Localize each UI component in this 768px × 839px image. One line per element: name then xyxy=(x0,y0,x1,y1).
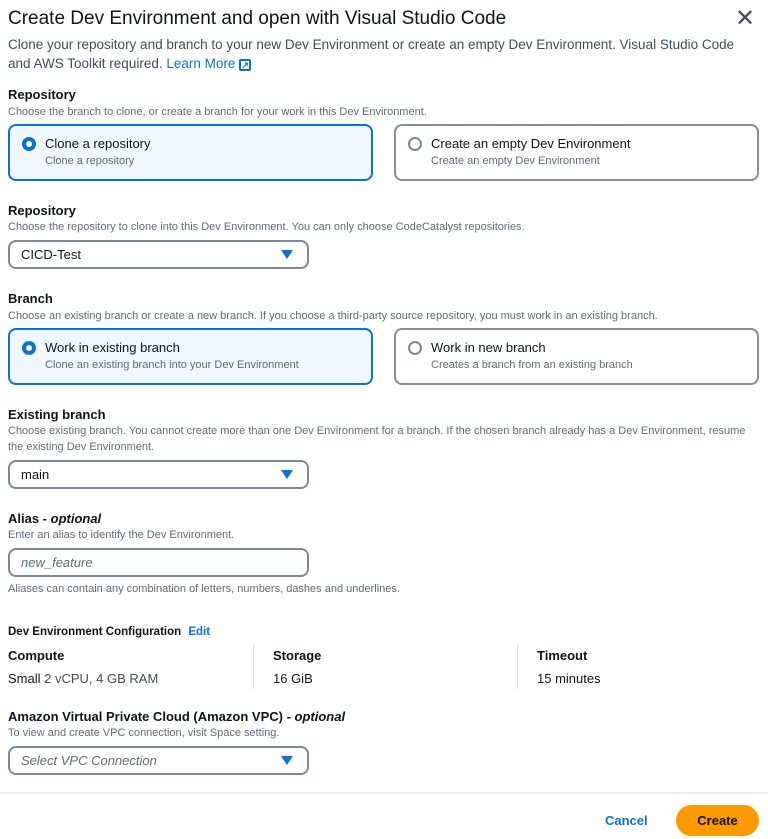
alias-label-text: Alias - xyxy=(8,511,51,526)
vpc-placeholder: Select VPC Connection xyxy=(21,753,157,768)
option-description: Clone a repository xyxy=(45,155,135,167)
option-description: Creates a branch from an existing branch xyxy=(431,359,633,371)
option-description: Clone an existing branch into your Dev Environment xyxy=(45,359,299,371)
external-link-icon: ↗ xyxy=(239,59,251,71)
option-title: Clone a repository xyxy=(45,136,151,151)
timeout-value: 15 minutes xyxy=(537,671,601,686)
option-title: Work in new branch xyxy=(431,340,546,355)
caret-down-icon xyxy=(281,250,293,259)
repository-mode-label: Repository xyxy=(8,87,76,102)
alias-label xyxy=(8,511,101,526)
option-title: Create an empty Dev Environment xyxy=(431,136,631,151)
repository-value: CICD-Test xyxy=(21,247,81,262)
vpc-label xyxy=(8,709,345,724)
radio-unselected[interactable] xyxy=(408,341,422,355)
footer-divider xyxy=(0,792,768,794)
compute-value xyxy=(8,671,158,686)
branch-label: Branch xyxy=(8,291,53,306)
empty-environment-option[interactable] xyxy=(394,124,759,181)
repository-label: Repository xyxy=(8,203,76,218)
storage-header: Storage xyxy=(273,648,322,663)
vpc-help: To view and create VPC connection, visit Space setting. xyxy=(8,727,280,739)
storage-value: 16 GiB xyxy=(273,671,313,686)
existing-branch-label: Existing branch xyxy=(8,407,106,422)
repository-mode-help: Choose the branch to clone, or create a branch for your work in this Dev Environment. xyxy=(8,106,427,118)
config-label xyxy=(8,626,210,638)
repository-help: Choose the repository to clone into this Dev Environment. You can only choose CodeCatalyst repositories. xyxy=(8,221,525,233)
config-label-text: Dev Environment Configuration xyxy=(8,626,182,638)
alias-placeholder: new_feature xyxy=(21,555,93,570)
alias-hint: Aliases can contain any combination of letters, numbers, dashes and underlines. xyxy=(8,583,400,595)
cancel-button[interactable]: Cancel xyxy=(605,813,648,828)
existing-branch-help: Choose existing branch. You cannot create more than one Dev Environment for a branch. If the chosen branch already has a Dev Environment, resume the existing Dev Environment. xyxy=(8,425,746,453)
optional-tag: optional xyxy=(50,511,102,526)
vpc-select[interactable] xyxy=(8,746,309,775)
radio-selected[interactable] xyxy=(22,137,36,151)
compute-size: Small xyxy=(8,671,41,686)
radio-selected[interactable] xyxy=(22,341,36,355)
existing-branch-value: main xyxy=(21,467,50,482)
caret-down-icon xyxy=(281,470,293,479)
existing-branch-select[interactable] xyxy=(8,460,309,489)
option-title: Work in existing branch xyxy=(45,340,180,355)
clone-repository-option[interactable] xyxy=(8,124,373,181)
close-icon[interactable]: ✕ xyxy=(735,5,756,32)
existing-branch-option[interactable] xyxy=(8,328,373,385)
timeout-header: Timeout xyxy=(537,648,588,663)
optional-tag: optional xyxy=(294,709,346,724)
repository-select[interactable] xyxy=(8,240,309,269)
vpc-label-text: Amazon Virtual Private Cloud (Amazon VPC) - xyxy=(8,709,295,724)
column-divider xyxy=(253,645,254,689)
radio-unselected[interactable] xyxy=(408,137,422,151)
dialog-description xyxy=(8,35,748,73)
create-button[interactable]: Create xyxy=(676,805,759,836)
column-divider xyxy=(517,645,518,689)
learn-more-label: Learn More xyxy=(166,56,236,71)
compute-header: Compute xyxy=(8,648,65,663)
edit-config-link[interactable]: Edit xyxy=(188,626,211,638)
new-branch-option[interactable] xyxy=(394,328,759,385)
option-description: Create an empty Dev Environment xyxy=(431,155,600,167)
caret-down-icon xyxy=(281,756,293,765)
alias-input[interactable] xyxy=(8,548,309,577)
learn-more-link[interactable] xyxy=(166,56,251,71)
alias-help: Enter an alias to identify the Dev Environment. xyxy=(8,529,235,541)
description-text: Clone your repository and branch to your new Dev Environment or create an empty Dev Environment. Visual Studio Code and AWS Toolkit required. xyxy=(8,37,735,71)
branch-help: Choose an existing branch or create a new branch. If you choose a third-party source repository, you must work in an existing branch. xyxy=(8,310,658,322)
compute-spec: 2 vCPU, 4 GB RAM xyxy=(44,671,159,686)
dialog-title: Create Dev Environment and open with Visual Studio Code xyxy=(8,8,507,29)
